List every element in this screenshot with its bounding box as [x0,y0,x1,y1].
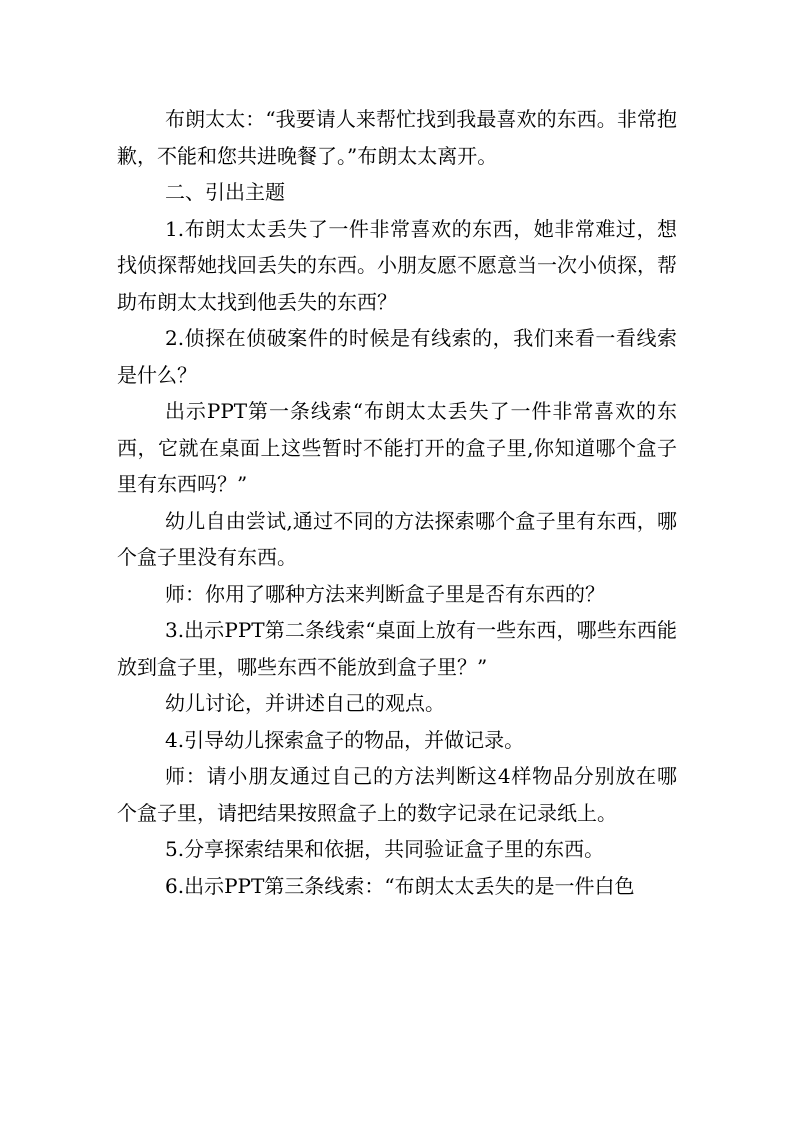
paragraph-5: 出示PPT第一条线索“布朗太太丢失了一件非常喜欢的东西，它就在桌面上这些暂时不能打开的盒子里,你知道哪个盒子里有东西吗？” [117,399,677,496]
paragraph-1: 布朗太太：“我要请人来帮忙找到我最喜欢的东西。非常抱歉，不能和您共进晚餐了。”布朗太太离开。 [117,107,677,168]
paragraph-9: 幼儿讨论，并讲述自己的观点。 [165,691,445,715]
document-body [117,101,677,904]
paragraph-7: 师：你用了哪种方法来判断盒子里是否有东西的？ [165,581,605,606]
paragraph-13: 6.出示PPT第三条线索：“布朗太太丢失的是一件白色 [165,873,635,898]
paragraph-10: 4.引导幼儿探索盒子的物品，并做记录。 [165,727,525,752]
paragraph-3: 1.布朗太太丢失了一件非常喜欢的东西，她非常难过，想找侦探帮她找回丢失的东西。小朋友愿不愿意当一次小侦探，帮助布朗太太找到他丢失的东西？ [117,216,677,314]
paragraph-11: 师：请小朋友通过自己的方法判断这4样物品分别放在哪个盒子里，请把结果按照盒子上的数字记录在记录纸上。 [117,764,677,825]
paragraph-4: 2.侦探在侦破案件的时候是有线索的，我们来看一看线索是什么？ [117,326,677,387]
paragraph-8: 3.出示PPT第二条线索“桌面上放有一些东西，哪些东西能放到盒子里，哪些东西不能放到盒子里？” [117,618,677,679]
section-heading: 二、引出主题 [165,180,285,204]
paragraph-6: 幼儿自由尝试,通过不同的方法探索哪个盒子里有东西，哪个盒子里没有东西。 [117,508,677,569]
paragraph-12: 5.分享探索结果和依据，共同验证盒子里的东西。 [165,837,605,861]
